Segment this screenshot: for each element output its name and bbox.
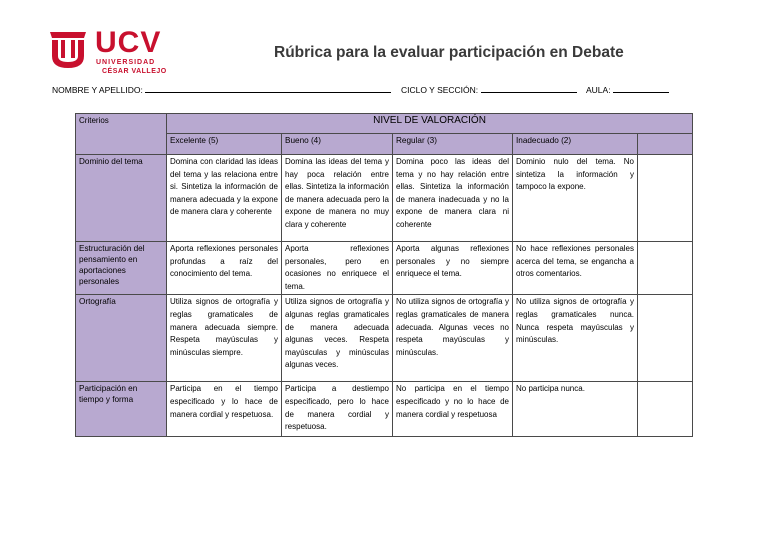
rubric-cell: No utiliza signos de ortografía y reglas gramaticales de manera adecuada. Algunas veces no respeta mayúsculas y minúsculas. (393, 295, 513, 382)
page-title: Rúbrica para la evaluar participación en Debate (274, 44, 624, 61)
criterion-cell: Ortografía (76, 295, 167, 382)
rubric-cell: Domina las ideas del tema y hay poca relación entre ellas. Sintetiza la información de manera adecuada pero la expone de manera no muy clara y coherente (282, 155, 393, 242)
ciclo-field[interactable] (401, 84, 577, 95)
level-bueno: Bueno (4) (282, 134, 393, 155)
aula-label: AULA: (586, 85, 611, 95)
logo-wordmark: UCV (95, 26, 162, 59)
name-underline (145, 84, 391, 93)
ucv-logo (48, 26, 168, 75)
rubric-cell: Participa en el tiempo especificado y lo hace de manera cordial y respetuosa. (167, 382, 282, 437)
level-empty (638, 134, 693, 155)
rubric-cell: No participa en el tiempo especificado y no lo hace de manera cordial y respetuosa (393, 382, 513, 437)
rubric-cell: Utiliza signos de ortografía y algunas reglas gramaticales de manera adecuada algunas veces. Respeta mayúsculas y minúsculas algunas veces. (282, 295, 393, 382)
rubric-cell (638, 295, 693, 382)
rubric-cell: Aporta algunas reflexiones personales y no siempre enriquece el tema. (393, 242, 513, 295)
ciclo-underline (481, 84, 577, 93)
criterion-cell: Participación en tiempo y forma (76, 382, 167, 437)
aula-underline (613, 84, 669, 93)
nivel-header: NIVEL DE VALORACIÓN (167, 114, 693, 134)
rubric-cell: Participa a destiempo especificado, pero lo hace de manera cordial y respetuosa. (282, 382, 393, 437)
level-inadecuado: Inadecuado (2) (513, 134, 638, 155)
rubric-cell: No participa nunca. (513, 382, 638, 437)
rubric-cell: No hace reflexiones personales acerca del tema, se engancha a otros comentarios. (513, 242, 638, 295)
table-row (76, 295, 693, 382)
ucv-emblem-icon (48, 28, 88, 68)
rubric-table (75, 113, 693, 437)
ciclo-label: CICLO Y SECCIÓN: (401, 85, 479, 95)
name-label: NOMBRE Y APELLIDO: (52, 85, 143, 95)
rubric-cell (638, 382, 693, 437)
table-row (76, 242, 693, 295)
logo-subtitle: UNIVERSIDAD (96, 59, 156, 66)
name-field[interactable] (52, 84, 391, 95)
criterion-cell: Dominio del tema (76, 155, 167, 242)
logo-subtitle-2: CÉSAR VALLEJO (102, 68, 167, 75)
criteria-header: Criterios (76, 114, 167, 155)
rubric-cell: Aporta reflexiones personales, pero en ocasiones no enriquece el tema. (282, 242, 393, 295)
rubric-cell (638, 155, 693, 242)
level-excelente: Excelente (5) (167, 134, 282, 155)
table-row (76, 382, 693, 437)
rubric-cell (638, 242, 693, 295)
rubric-cell: Dominio nulo del tema. No sintetiza la información y tampoco la expone. (513, 155, 638, 242)
rubric-cell: Domina poco las ideas del tema y no hay relación entre ellas. Sintetiza la información de manera inadecuada y no la expone de manera clara ni coherente (393, 155, 513, 242)
aula-field[interactable] (586, 84, 669, 95)
rubric-cell: No utiliza signos de ortografía y reglas gramaticales nunca. Nunca respeta mayúsculas y minúsculas. (513, 295, 638, 382)
rubric-cell: Utiliza signos de ortografía y reglas gramaticales de manera adecuada siempre. Respeta mayúsculas y minúsculas siempre. (167, 295, 282, 382)
table-row (76, 155, 693, 242)
level-regular: Regular (3) (393, 134, 513, 155)
rubric-cell: Domina con claridad las ideas del tema y las relaciona entre si. Sintetiza la información de manera adecuada y la expone de manera clara y coherente (167, 155, 282, 242)
rubric-cell: Aporta reflexiones personales profundas a raíz del conocimiento del tema. (167, 242, 282, 295)
criterion-cell: Estructuración del pensamiento en aportaciones personales (76, 242, 167, 295)
